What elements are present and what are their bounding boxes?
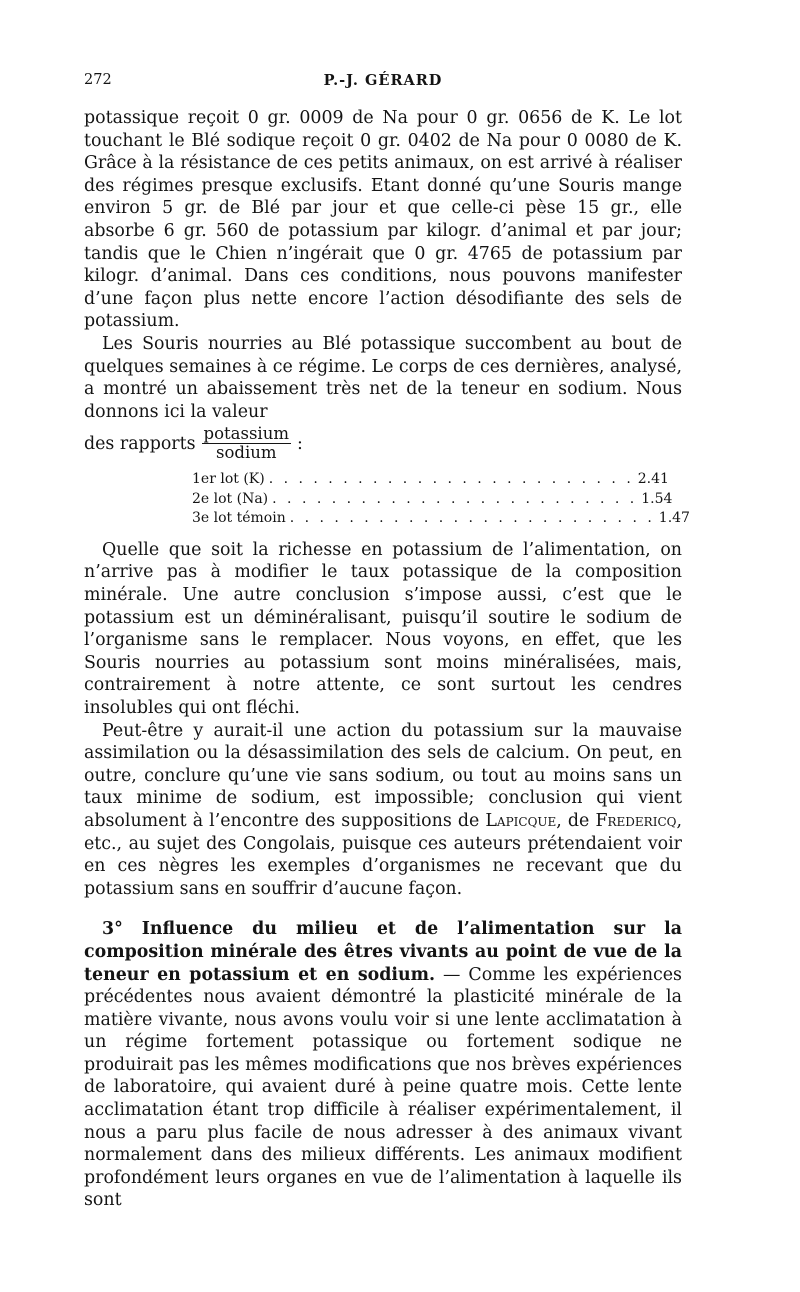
ratio-numerator: potassium (203, 424, 289, 444)
section-heading: 3° Influence du milieu et de l’alimentation sur la composition minérale des êtres vivants au point de vue de la teneur en potassium et en sodium. (84, 919, 682, 985)
section-body: — Comme les expériences précédentes nous avaient démontré la plasticité minérale de la matière vivante, nous avons voulu voir si une lente acclimatation à un régime fortement potassique ou fortement sodique ne produirait pas les mêmes modifications que nos brèves expériences de laboratoire, qui avaient duré à peine quatre mois. Cette lente acclimatation étant trop difficile à réaliser expérimentalement, il nous a paru plus facile de nous adresser à des animaux vivant normalement dans des milieux différents. Les animaux modifient profondément leurs organes en vue de l’alimentation à laquelle ils sont (84, 964, 682, 1211)
dot-leader: . . . . . . . . . . . . . . . . . . . . . . . . . (268, 471, 634, 488)
body-text (84, 107, 690, 1212)
paragraph-1: potassique reçoit 0 gr. 0009 de Na pour 0 gr. 0656 de K. Le lot touchant le Blé sodique reçoit 0 gr. 0402 de Na pour 0 0080 de K. Grâce à la résistance de ces petits animaux, on est arrivé à réaliser des régimes presque exclusifs. Etant donné qu’une Souris mange environ 5 gr. de Blé par jour et que celle-ci pèse 15 gr., elle absorbe 6 gr. 560 de potassium par kilogr. d’animal et par jour; tandis que le Chien n’ingérait que 0 gr. 4765 de potassium par kilogr. d’animal. Dans ces conditions, nous pouvons manifester d’une façon plus nette encore l’action désodifiante des sels de potassium. (84, 108, 682, 332)
author-name-lapicque: Lapicque (485, 810, 557, 831)
lot-row (192, 490, 673, 510)
lots-table (192, 470, 690, 529)
lot-value: 1.54 (641, 490, 673, 507)
page-number: 272 (84, 72, 112, 88)
dot-leader: . . . . . . . . . . . . . . . . . . . . . . . . . (289, 510, 655, 527)
lot-row (192, 509, 690, 529)
paragraph-4-part-a: Peut-être y aurait-il une action du potassium sur la mauvaise assimilation ou la désassimilation des sels de calcium. On peut, en outre, conclure qu’une vie sans sodium, ou tout au moins sans un taux minime de sodium, est impossible; conclusion qui vient absolument à l’encontre des suppositions de (84, 720, 682, 831)
paragraph-4-part-c: , etc., au sujet des Congolais, puisque ces auteurs prétendaient voir en ces nègres les exemples d’organismes ne recevant que du potassium sans en souffrir d’aucune façon. (84, 810, 683, 899)
lot-row (192, 470, 669, 490)
ratio-prefix: des rapports (84, 433, 196, 454)
lot-label: 2e lot (Na) (192, 490, 269, 507)
lot-label: 3e lot témoin (192, 510, 286, 527)
paragraph-4-part-b: , de (556, 810, 596, 831)
section-3-paragraph (84, 918, 682, 1212)
paragraph-4 (84, 720, 682, 901)
paragraph-2: Les Souris nourries au Blé potassique succombent au bout de quelques semaines à ce régime. Le corps de ces dernières, analysé, a montré un abaissement très net de la teneur en sodium. Nous donnons ici la valeur (84, 333, 682, 422)
lot-value: 1.47 (658, 510, 690, 527)
ratio-denominator: sodium (216, 443, 277, 463)
page-header (84, 72, 682, 94)
section-spacer (84, 900, 682, 918)
ratio-fraction (202, 425, 291, 462)
ratio-suffix: : (296, 433, 303, 454)
lot-label: 1er lot (K) (192, 471, 265, 488)
lot-value: 2.41 (637, 471, 669, 488)
running-title: P.-J. GÉRARD (323, 72, 443, 89)
ratio-expression (84, 425, 682, 462)
dot-leader: . . . . . . . . . . . . . . . . . . . . . . . . . (272, 490, 638, 507)
paragraph-3: Quelle que soit la richesse en potassium de l’alimentation, on n’arrive pas à modifier le taux potassique de la composition minérale. Une autre conclusion s’impose aussi, c’est que le potassium est un déminéralisant, puisqu’il soutire le sodium de l’organisme sans le remplacer. Nous voyons, en effet, que les Souris nourries au potassium sont moins minéralisées, mais, contrairement à notre attente, ce sont surtout les cendres insolubles qui ont fléchi. (84, 539, 682, 718)
author-name-fredericq: Fredericq (595, 810, 677, 831)
